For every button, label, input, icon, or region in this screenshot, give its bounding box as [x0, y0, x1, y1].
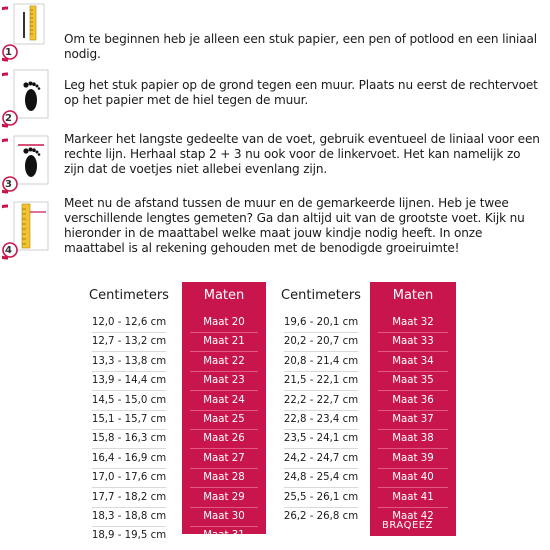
size-maat-cell: Maat 23	[203, 375, 245, 387]
row-divider	[92, 507, 166, 508]
size-maat-cell: Maat 32	[392, 317, 434, 328]
size-cm-cell: 26,2 - 26,8 cm	[283, 511, 359, 522]
size-cm-cell: 24,8 - 25,4 cm	[283, 472, 359, 484]
size-table	[0, 278, 550, 550]
row-divider	[190, 487, 258, 488]
row-divider	[190, 507, 258, 508]
row-divider	[284, 332, 358, 333]
size-cm-cell: 20,2 - 20,7 cm	[283, 336, 359, 348]
row-divider	[92, 371, 166, 372]
size-maat-cell: Maat 21	[203, 336, 245, 348]
size-maat-cell: Maat 27	[203, 452, 245, 464]
size-cm-cell: 17,0 - 17,6 cm	[91, 472, 167, 484]
row-divider	[92, 390, 166, 391]
row-divider	[378, 487, 448, 488]
step-text: Meet nu de afstand tussen de muur en de gemarkeerde lijnen. Heb je twee verschillende lengtes gemeten? Ga dan altijd uit van de grootste voet. Kijk nu hieronder in de maattabel welke maat jouw kindje nodig heeft. In onze maattabel is al rekening gehouden met de benodigde groeiruimte!	[64, 196, 525, 255]
row-divider	[284, 390, 358, 391]
row-divider	[190, 448, 258, 449]
step-text: Markeer het langste gedeelte van de voet, gebruik eventueel de liniaal voor een rechte lijn. Herhaal stap 2 + 3 nu ook voor de linkervoet. Het kan namelijk zo zijn dat de voetjes niet allebei evenlang zijn.	[64, 132, 540, 176]
row-divider	[378, 507, 448, 508]
step-number: 1	[5, 47, 12, 58]
size-cm-cell: 19,6 - 20,1 cm	[283, 317, 359, 328]
row-divider	[92, 526, 166, 527]
size-cm-cell: 15,1 - 15,7 cm	[91, 414, 167, 425]
row-divider	[378, 429, 448, 430]
row-divider	[190, 332, 258, 333]
row-divider	[284, 507, 358, 508]
size-maat-cell: Maat 34	[392, 355, 434, 367]
size-cm-cell: 17,7 - 18,2 cm	[91, 491, 167, 503]
size-cm-cell: 22,8 - 23,4 cm	[283, 414, 359, 425]
step-number: 2	[5, 113, 12, 124]
row-divider	[378, 371, 448, 372]
row-divider	[190, 371, 258, 372]
row-divider	[190, 351, 258, 352]
step-4	[0, 196, 550, 260]
step-number: 4	[5, 245, 12, 256]
row-divider	[92, 487, 166, 488]
size-maat-cell: Maat 38	[392, 433, 434, 445]
row-divider	[92, 351, 166, 352]
row-divider	[378, 468, 448, 469]
size-cm-cell: 20,8 - 21,4 cm	[283, 355, 359, 367]
row-divider	[378, 351, 448, 352]
row-divider	[190, 526, 258, 527]
row-divider	[92, 332, 166, 333]
row-divider	[378, 410, 448, 411]
size-maat-cell: Maat 29	[203, 491, 245, 503]
row-divider	[92, 410, 166, 411]
size-cm-cell: 25,5 - 26,1 cm	[283, 491, 359, 503]
header-sizes-right: Maten	[392, 288, 434, 303]
size-maat-cell: Maat 35	[392, 375, 434, 387]
row-divider	[284, 371, 358, 372]
size-cm-cell: 18,3 - 18,8 cm	[91, 511, 167, 522]
size-maat-cell: Maat 42	[392, 511, 434, 522]
size-maat-cell: Maat 33	[392, 336, 434, 348]
size-cm-cell: 24,2 - 24,7 cm	[283, 452, 359, 464]
size-maat-cell: Maat 39	[392, 452, 434, 464]
row-divider	[190, 468, 258, 469]
step-number: 3	[5, 179, 12, 190]
size-maat-cell: Maat 25	[203, 414, 245, 425]
row-divider	[92, 448, 166, 449]
size-cm-cell: 23,5 - 24,1 cm	[283, 433, 359, 445]
step-3	[0, 134, 550, 194]
size-cm-cell: 18,9 - 19,5 cm	[91, 530, 167, 542]
step-text: Leg het stuk papier op de grond tegen een muur. Plaats nu eerst de rechtervoet op het papier met de hiel tegen de muur.	[64, 78, 538, 107]
size-maat-cell: Maat 30	[203, 511, 245, 522]
row-divider	[92, 468, 166, 469]
size-cm-cell: 12,0 - 12,6 cm	[91, 317, 167, 328]
step-2	[0, 68, 550, 128]
size-maat-cell: Maat 36	[392, 394, 434, 406]
row-divider	[378, 332, 448, 333]
size-cm-cell: 12,7 - 13,2 cm	[91, 336, 167, 348]
size-cm-cell: 14,5 - 15,0 cm	[91, 394, 167, 406]
row-divider	[190, 429, 258, 430]
size-cm-cell: 13,3 - 13,8 cm	[91, 355, 167, 367]
row-divider	[378, 390, 448, 391]
size-maat-cell: Maat 24	[203, 394, 245, 406]
size-cm-cell: 16,4 - 16,9 cm	[91, 452, 167, 464]
size-cm-cell: 15,8 - 16,3 cm	[91, 433, 167, 445]
size-maat-cell: Maat 22	[203, 355, 245, 367]
size-maat-cell: Maat 26	[203, 433, 245, 445]
size-cm-cell: 22,2 - 22,7 cm	[283, 394, 359, 406]
size-maat-cell: Maat 28	[203, 472, 245, 484]
size-maat-cell: Maat 41	[392, 491, 434, 503]
row-divider	[284, 448, 358, 449]
size-cm-cell: 21,5 - 22,1 cm	[283, 375, 359, 387]
header-sizes-left: Maten	[203, 288, 245, 303]
row-divider	[190, 410, 258, 411]
size-maat-cell: Maat 31	[203, 530, 245, 542]
row-divider	[284, 468, 358, 469]
size-maat-cell: Maat 20	[203, 317, 245, 328]
header-centimeters-left: Centimeters	[89, 288, 169, 303]
row-divider	[284, 351, 358, 352]
row-divider	[92, 429, 166, 430]
row-divider	[190, 390, 258, 391]
step-1	[0, 2, 550, 62]
size-cm-cell: 13,9 - 14,4 cm	[91, 375, 167, 387]
step-text: Om te beginnen heb je alleen een stuk papier, een pen of potlood en een liniaal nodig.	[64, 32, 537, 61]
row-divider	[378, 448, 448, 449]
size-maat-cell: Maat 37	[392, 414, 434, 425]
brand-logo: BRAQEEZ	[382, 520, 433, 531]
row-divider	[284, 410, 358, 411]
header-centimeters-right: Centimeters	[281, 288, 361, 303]
row-divider	[284, 487, 358, 488]
size-maat-cell: Maat 40	[392, 472, 434, 484]
row-divider	[284, 429, 358, 430]
